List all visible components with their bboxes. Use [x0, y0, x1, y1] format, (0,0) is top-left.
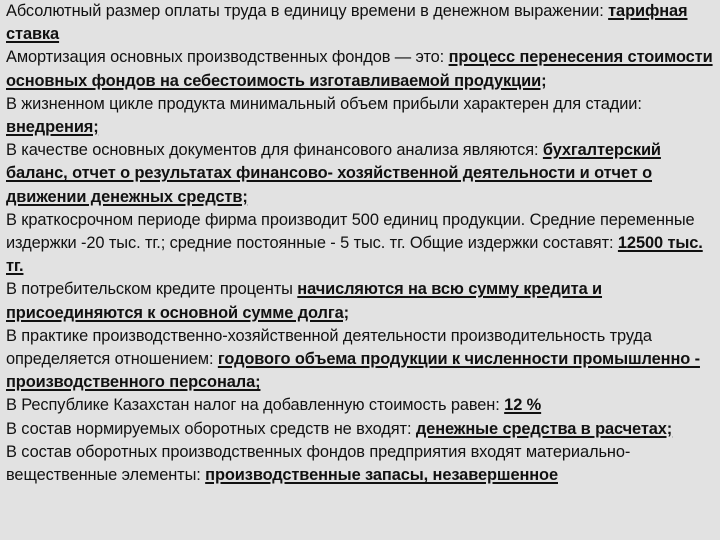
- question-text: Абсолютный размер оплаты труда в единицу времени в денежном выражении:: [6, 2, 609, 20]
- question-text: В жизненном цикле продукта минимальный объем прибыли характерен для стадии:: [6, 94, 642, 113]
- question-text: В качестве основных документов для финансового анализа являются:: [6, 141, 543, 160]
- question-text: В краткосрочном периоде фирма производит 500 единиц продукции. Средние переменные издержки -20 тыс. тг.; средние постоянные - 5 тыс. тг. Общие издержки составят:: [6, 210, 695, 253]
- answer-text: годового объема продукции к численности промышленно - производственного персонала;: [6, 350, 700, 392]
- qa-item-6: [6, 278, 714, 324]
- answer-text: тарифная ставка: [6, 2, 688, 44]
- qa-item-8: [6, 394, 714, 417]
- qa-item-4: [6, 139, 714, 209]
- question-text: В состав оборотных производственных фондов предприятия входят материально-вещественные элементы:: [6, 442, 631, 485]
- question-text: В состав нормируемых оборотных средств не входят:: [6, 419, 416, 438]
- answer-text: 12500 тыс. тг.: [6, 234, 703, 276]
- answer-text: внедрения;: [6, 118, 99, 137]
- qa-item-3: [6, 93, 714, 139]
- answer-text: денежные средства в расчетах;: [415, 419, 673, 438]
- question-text: В практике производственно-хозяйственной деятельности производительность труда определяется отношением:: [6, 326, 652, 369]
- question-text: В Республике Казахстан налог на добавленную стоимость равен:: [6, 396, 505, 415]
- qa-item-2: [6, 46, 714, 92]
- answer-text: 12 %: [504, 396, 542, 415]
- answer-text: производственные запасы, незавершенное: [205, 466, 558, 485]
- qa-item-7: [6, 325, 714, 395]
- qa-item-10: [6, 441, 714, 487]
- qa-item-1: [6, 0, 714, 46]
- answer-text: начисляются на всю сумму кредита и присоединяются к основной сумме долга;: [6, 280, 603, 322]
- qa-item-9: [6, 418, 714, 441]
- answer-text: бухгалтерский баланс, отчет о результатах финансово- хозяйственной деятельности и отчет о движении денежных средств;: [6, 141, 661, 206]
- question-text: В потребительском кредите проценты: [6, 280, 298, 299]
- answer-text: процесс перенесения стоимости основных фондов на себестоимость изготавливаемой продукции;: [6, 48, 713, 90]
- question-text: Амортизация основных производственных фондов — это:: [6, 48, 449, 67]
- qa-item-5: [6, 209, 714, 279]
